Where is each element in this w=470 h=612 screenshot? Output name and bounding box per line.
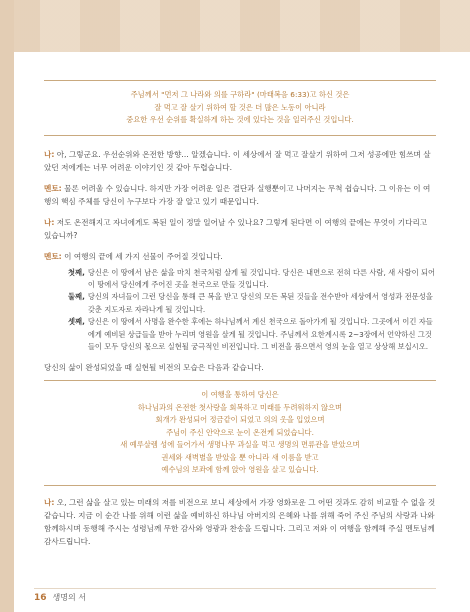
callout-line: 권세와 새벽별을 받았을 뿐 아니라 새 이름을 받고	[161, 452, 319, 462]
list-text: 당신은 이 땅에서 사명을 완수한 후에는 하나님께서 계신 천국으로 돌아가게 될 것입니다. 그곳에서 이긴 자들에게 예비된 상급들을 받아 누리며 영원을 살게 될 것입니다. 주님께서 요한계시록 2~3장에서 언약하신 그것들이 모두 당신의 몫으로 실현될 궁극적인 비전입니다. 그 비전을 품으면서 영의 눈을 열고 상상해 보십시오.	[87, 317, 433, 351]
list-text: 당신의 자녀들이 그런 당신을 통해 큰 복을 받고 당신의 모든 복된 것들을 전수받아 세상에서 영성과 전문성을 갖춘 지도자로 자라나게 될 것입니다.	[87, 292, 433, 314]
book-title: 생명의 서	[52, 593, 86, 602]
dialog-paragraph-3	[44, 216, 436, 242]
dialog-paragraph-4	[44, 250, 436, 263]
dialog-text: 이 여행의 끝에 세 가지 선물이 주어질 것입니다.	[61, 251, 223, 261]
speaker-label-me: 나:	[44, 217, 55, 227]
gifts-list	[44, 267, 436, 354]
vision-callout	[44, 380, 436, 486]
callout-rule-bottom	[44, 135, 436, 136]
callout-rule-top	[44, 380, 436, 381]
callout-line: 하나님과의 온전한 첫사랑을 회복하고 미래를 두려워하지 않으며	[137, 402, 343, 412]
list-ordinal: 셋째,	[68, 317, 85, 327]
quote-callout-top	[44, 80, 436, 136]
callout-line: 주님께서 "먼저 그 나라와 의를 구하라" (마태복음 6:33)고 하신 것은	[130, 90, 350, 99]
footer-divider	[34, 588, 436, 589]
dialog-text: 오, 그런 삶을 살고 있는 미래의 저를 비전으로 보니 세상에서 가장 영화로운 그 어떤 것과도 감히 비교할 수 없을 것 같습니다. 지금 이 순간 나를 위해 이런 삶을 예비하신 하나님 아버지의 은혜와 나를 위해 죽어 주신 주님의 사랑과 나와 함께하시며 동행해 주시는 성령님께 무한 감사와 영광과 찬송을 드립니다. 그리고 저와 이 여행을 함께해 주실 멘토님께 감사드립니다.	[44, 497, 436, 546]
callout-line: 새 예루살렘 성에 들어가서 생명나무 과실을 먹고 생명의 면류관을 받았으며	[120, 440, 360, 450]
top-decorative-band	[0, 0, 470, 52]
dialog-paragraph-1	[44, 148, 436, 174]
list-item	[68, 316, 436, 353]
page-number: 16	[34, 593, 47, 603]
top-band-pattern	[0, 0, 470, 52]
page-footer	[34, 592, 86, 603]
callout-line: 회개가 완성되어 정금같이 되었고 의의 옷을 입었으며	[155, 415, 325, 425]
speaker-label-me: 나:	[44, 149, 55, 159]
dialog-paragraph-5	[44, 496, 436, 548]
callout-line: 잘 먹고 잘 살기 위하여 할 것은 더 많은 노동이 아니라	[154, 102, 326, 112]
dialog-paragraph-2	[44, 182, 436, 208]
callout-rule-bottom	[44, 485, 436, 486]
callout-line: 중요한 우선 순위를 확실하게 하는 것에 있다는 것을 일러주신 것입니다.	[126, 115, 354, 124]
speaker-label-me: 나:	[44, 497, 55, 507]
dialog-text: 저도 온전해지고 자녀에게도 복된 일이 정말 일어날 수 있나요? 그렇게 된다면 이 여행의 끝에는 무엇이 기다리고 있습니까?	[44, 217, 428, 240]
vision-intro: 당신의 삶이 완성되었을 때 실현될 비전의 모습은 다음과 같습니다.	[44, 363, 264, 373]
dialog-text: 물론 어려울 수 있습니다. 하지만 가장 어려운 일은 결단과 실행뿐이고 나머지는 무척 쉽습니다. 그 이유는 이 여행의 핵심 주체를 당신이 누구보다 가장 잘 알고 있기 때문입니다.	[44, 183, 431, 206]
callout-line: 이 여행을 통하여 당신은	[201, 390, 279, 400]
callout-line: 주님이 주신 안약으로 눈이 온전케 되었습니다.	[166, 427, 314, 437]
list-ordinal: 첫째,	[68, 267, 85, 277]
callout-rule-top	[44, 80, 436, 81]
list-ordinal: 둘째,	[68, 292, 85, 302]
list-item	[68, 267, 436, 292]
list-item	[68, 291, 436, 316]
callout-line: 예수님의 보좌에 함께 앉아 영원을 살고 있습니다.	[161, 465, 319, 475]
speaker-label-mentor: 멘토:	[44, 183, 62, 193]
speaker-label-mentor: 멘토:	[44, 251, 62, 261]
page-content	[44, 52, 436, 548]
dialog-text: 아, 그렇군요. 우선순위와 온전한 방향… 알겠습니다. 이 세상에서 잘 먹고 잘살기 위하여 그저 성공에만 힘쓰며 살았던 저에게는 너무 어려운 이야기인 것 같아 두렵습니다.	[44, 149, 431, 172]
left-decorative-stripe	[0, 0, 14, 612]
list-text: 당신은 이 땅에서 남은 삶을 마치 천국처럼 살게 될 것입니다. 당신은 내면으로 전혀 다른 사람, 새 사람이 되어 이 땅에서 당신에게 주어진 곳을 천국으로 만들 것입니다.	[87, 267, 436, 289]
